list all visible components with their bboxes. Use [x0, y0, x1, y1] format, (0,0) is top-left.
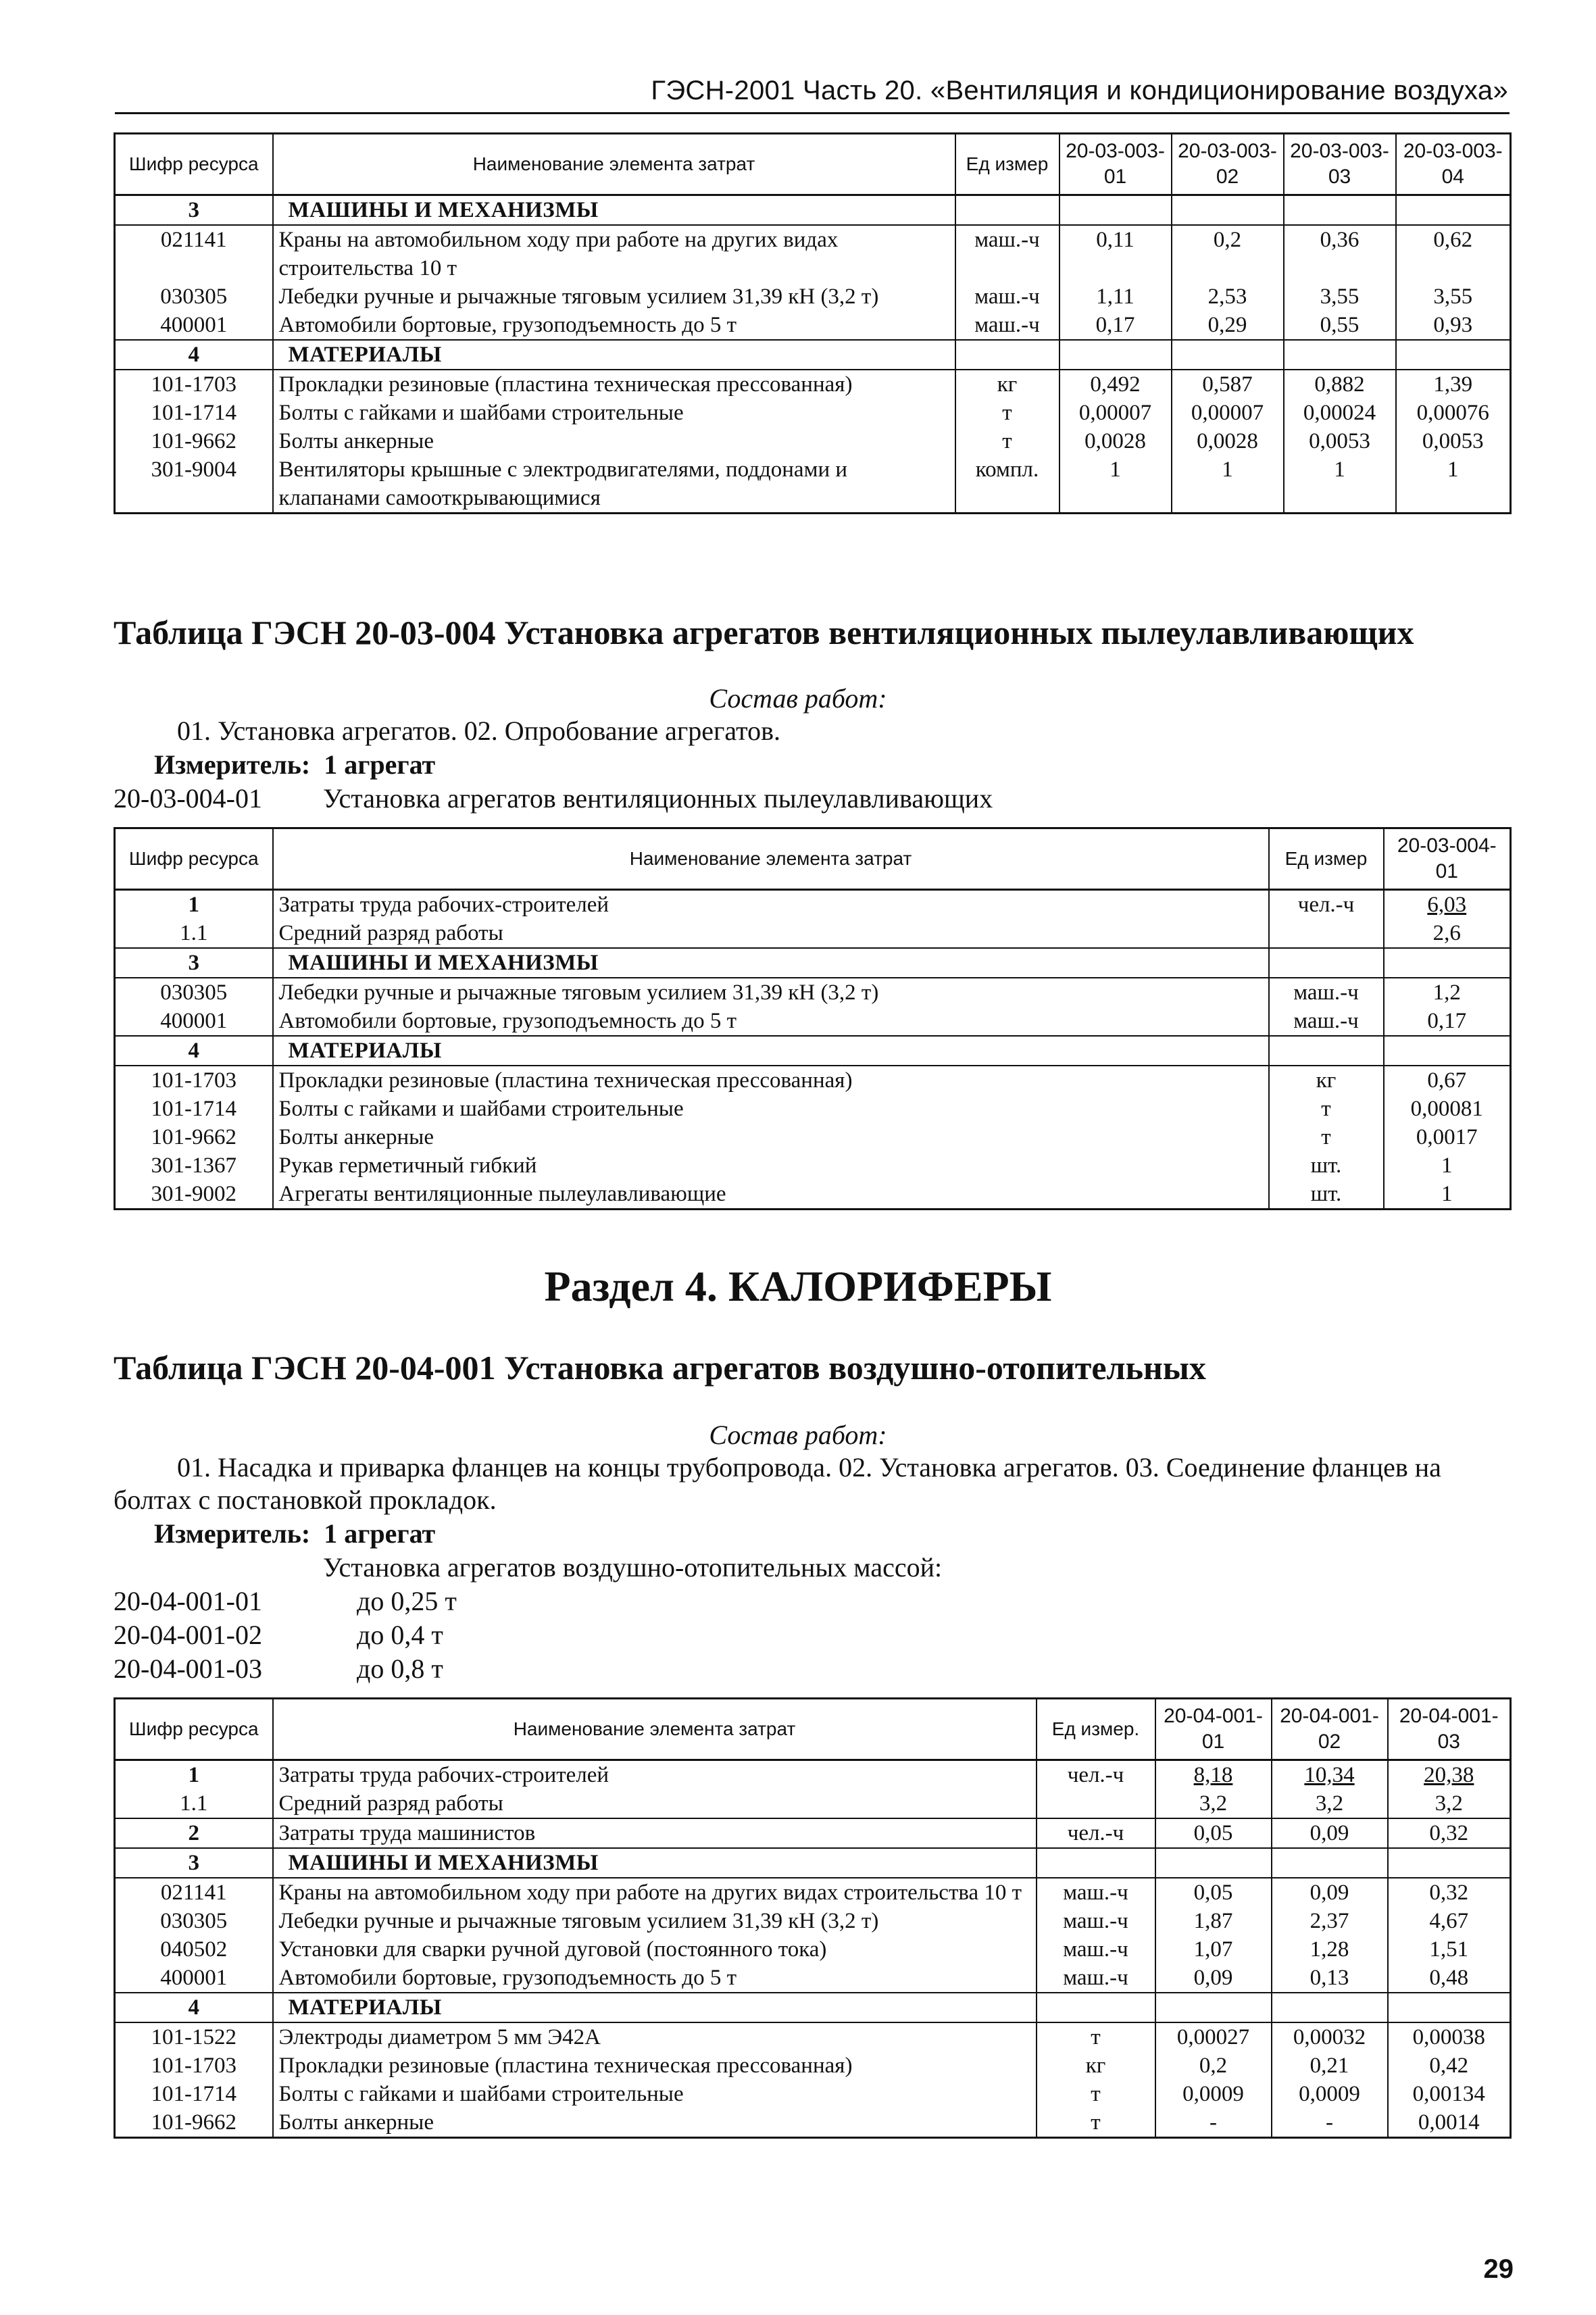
meter-label: Измеритель: — [154, 749, 311, 780]
cost-element-name: Лебедки ручные и рычажные тяговым усилием 31,39 кН (3,2 т) — [273, 978, 1269, 1007]
header-unit: Ед измер. — [1037, 1699, 1155, 1760]
rate-code-line — [114, 782, 993, 815]
unit: кг — [955, 370, 1059, 399]
cost-element-name: Установки для сварки ручной дуговой (постоянного тока) — [273, 1935, 1037, 1964]
composition-label: Состав работ: — [709, 683, 887, 714]
table-row — [115, 1066, 1511, 1095]
rate-value: 6,03 — [1384, 890, 1511, 920]
cost-element-name: Агрегаты вентиляционные пылеулавливающие — [273, 1180, 1269, 1210]
rate-value: 0,62 — [1396, 225, 1511, 282]
cost-element-name: Электроды диаметром 5 мм Э42А — [273, 2022, 1037, 2051]
rate-code-description: Установка агрегатов вентиляционных пылеулавливающих — [323, 783, 993, 814]
header-rate-code: 20-04-001-01 — [1155, 1699, 1272, 1760]
rate-value: 4,67 — [1388, 1907, 1511, 1935]
rate-value: 0,05 — [1155, 1818, 1272, 1848]
unit: маш.-ч — [1269, 1007, 1384, 1036]
rate-value: 0,0053 — [1396, 427, 1511, 455]
cost-element-name: Лебедки ручные и рычажные тяговым усилием 31,39 кН (3,2 т) — [273, 282, 955, 311]
resource-code: 301-9004 — [115, 455, 273, 514]
cost-element-name: Болты с гайками и шайбами строительные — [273, 1095, 1269, 1123]
resource-code: 4 — [115, 1993, 273, 2022]
table-row — [115, 1180, 1511, 1210]
unit — [1037, 1848, 1155, 1878]
unit: т — [1269, 1095, 1384, 1123]
resource-code: 400001 — [115, 1007, 273, 1036]
table-row — [115, 1007, 1511, 1036]
header-cost-element: Наименование элемента затрат — [273, 828, 1269, 890]
rate-value: 0,2 — [1172, 225, 1284, 282]
unit: кг — [1269, 1066, 1384, 1095]
rate-value: 0,09 — [1272, 1818, 1388, 1848]
rate-value — [1384, 1036, 1511, 1066]
table-row — [115, 890, 1511, 920]
table-row — [115, 1123, 1511, 1151]
cost-element-name: Болты анкерные — [273, 1123, 1269, 1151]
rate-value: 0,13 — [1272, 1964, 1388, 1993]
rate-value: 0,05 — [1155, 1878, 1272, 1907]
rate-value: - — [1272, 2108, 1388, 2138]
rate-value: 20,38 — [1388, 1760, 1511, 1790]
rate-value: 1 — [1284, 455, 1396, 514]
rate-value: 0,09 — [1272, 1878, 1388, 1907]
meter-label: Измеритель: — [154, 1518, 311, 1549]
cost-element-name: Болты с гайками и шайбами строительные — [273, 2080, 1037, 2108]
rate-value: 0,93 — [1396, 311, 1511, 340]
rate-value: 1,87 — [1155, 1907, 1272, 1935]
rate-value: 0,0028 — [1172, 427, 1284, 455]
unit — [1037, 1789, 1155, 1818]
rate-code: 20-04-001-01 — [114, 1586, 262, 1616]
cost-element-name: Затраты труда рабочих-строителей — [273, 890, 1269, 920]
header-rate-code: 20-03-003-04 — [1396, 134, 1511, 195]
resource-code: 101-1703 — [115, 370, 273, 399]
rate-value: 0,00027 — [1155, 2022, 1272, 2051]
resource-code: 021141 — [115, 1878, 273, 1907]
resource-code: 030305 — [115, 1907, 273, 1935]
resource-code: 101-9662 — [115, 427, 273, 455]
rate-value: 1,07 — [1155, 1935, 1272, 1964]
rate-value — [1388, 1848, 1511, 1878]
header-resource-code: Шифр ресурса — [115, 134, 273, 195]
rate-value — [1284, 340, 1396, 370]
rate-value: 0,36 — [1284, 225, 1396, 282]
rate-value: 3,2 — [1155, 1789, 1272, 1818]
rate-code-description: до 0,4 т — [357, 1620, 443, 1650]
header-cost-element: Наименование элемента затрат — [273, 134, 955, 195]
unit: маш.-ч — [1269, 978, 1384, 1007]
meter-value: 1 агрегат — [324, 1518, 436, 1549]
rate-value: 2,37 — [1272, 1907, 1388, 1935]
resource-code: 1.1 — [115, 919, 273, 948]
rate-code-line — [114, 1585, 457, 1618]
header-unit: Ед измер — [1269, 828, 1384, 890]
rate-value: 0,00007 — [1059, 399, 1172, 427]
unit: шт. — [1269, 1151, 1384, 1180]
rate-value: - — [1155, 2108, 1272, 2138]
table-row — [115, 2080, 1511, 2108]
rate-value: 3,55 — [1284, 282, 1396, 311]
rate-value: 0,21 — [1272, 2051, 1388, 2080]
rate-code: 20-04-001-03 — [114, 1653, 262, 1684]
resource-code: 1.1 — [115, 1789, 273, 1818]
header-resource-code: Шифр ресурса — [115, 828, 273, 890]
unit: кг — [1037, 2051, 1155, 2080]
rate-value: 1,39 — [1396, 370, 1511, 399]
header-rate-code: 20-03-003-01 — [1059, 134, 1172, 195]
rate-value: 0,32 — [1388, 1818, 1511, 1848]
unit: маш.-ч — [1037, 1878, 1155, 1907]
resource-code: 400001 — [115, 311, 273, 340]
running-header: ГЭСН-2001 Часть 20. «Вентиляция и кондиционирование воздуха» — [651, 76, 1508, 105]
resource-code: 101-1714 — [115, 1095, 273, 1123]
cost-element-name: Болты анкерные — [273, 427, 955, 455]
cost-element-name: МАТЕРИАЛЫ — [273, 340, 955, 370]
cost-element-name: Средний разряд работы — [273, 1789, 1037, 1818]
rate-value: 0,00032 — [1272, 2022, 1388, 2051]
header-rate-code: 20-04-001-02 — [1272, 1699, 1388, 1760]
rate-value: 8,18 — [1155, 1760, 1272, 1790]
rate-value: 0,00081 — [1384, 1095, 1511, 1123]
meter-line — [154, 749, 435, 781]
rate-value: 0,09 — [1155, 1964, 1272, 1993]
cost-element-name: МАШИНЫ И МЕХАНИЗМЫ — [273, 1848, 1037, 1878]
table-row — [115, 225, 1511, 282]
rate-value — [1155, 1848, 1272, 1878]
resource-code: 3 — [115, 948, 273, 978]
unit: т — [1269, 1123, 1384, 1151]
unit: чел.-ч — [1037, 1760, 1155, 1790]
cost-element-name: МАШИНЫ И МЕХАНИЗМЫ — [273, 948, 1269, 978]
unit: маш.-ч — [955, 282, 1059, 311]
table-row — [115, 427, 1511, 455]
rate-value: 1,28 — [1272, 1935, 1388, 1964]
unit: т — [1037, 2080, 1155, 2108]
unit: маш.-ч — [955, 311, 1059, 340]
cost-element-name: Средний разряд работы — [273, 919, 1269, 948]
resource-code: 2 — [115, 1818, 273, 1848]
table-row — [115, 1151, 1511, 1180]
table-row — [115, 1095, 1511, 1123]
header-rate-code: 20-03-003-03 — [1284, 134, 1396, 195]
rate-value: 3,55 — [1396, 282, 1511, 311]
header-resource-code: Шифр ресурса — [115, 1699, 273, 1760]
unit: чел.-ч — [1269, 890, 1384, 920]
table-row — [115, 948, 1511, 978]
unit: компл. — [955, 455, 1059, 514]
table-row — [115, 311, 1511, 340]
header-cost-element: Наименование элемента затрат — [273, 1699, 1037, 1760]
table-row — [115, 978, 1511, 1007]
unit — [955, 340, 1059, 370]
unit: маш.-ч — [1037, 1964, 1155, 1993]
rate-value: 0,17 — [1059, 311, 1172, 340]
table-20-04-001-block — [114, 1697, 1510, 2139]
rate-value: 1,2 — [1384, 978, 1511, 1007]
table-row — [115, 370, 1511, 399]
composition-text: 01. Насадка и приварка фланцев на концы трубопровода. 02. Установка агрегатов. 03. Соединение фланцев на болтах с постановкой прокладок. — [114, 1452, 1441, 1515]
rate-value — [1396, 340, 1511, 370]
rate-value: 0,42 — [1388, 2051, 1511, 2080]
rate-value: 0,492 — [1059, 370, 1172, 399]
unit: маш.-ч — [1037, 1907, 1155, 1935]
rate-value: 0,29 — [1172, 311, 1284, 340]
table-row — [115, 919, 1511, 948]
table-row — [115, 1993, 1511, 2022]
rate-value — [1059, 340, 1172, 370]
resource-code: 101-9662 — [115, 1123, 273, 1151]
rate-value: 3,2 — [1272, 1789, 1388, 1818]
rate-value: 0,0009 — [1155, 2080, 1272, 2108]
rate-value: 1,11 — [1059, 282, 1172, 311]
unit — [1037, 1993, 1155, 2022]
resource-code: 400001 — [115, 1964, 273, 1993]
resource-table-20-03-003 — [114, 132, 1512, 514]
unit — [1269, 948, 1384, 978]
rate-value: 0,0014 — [1388, 2108, 1511, 2138]
rate-value: 0,882 — [1284, 370, 1396, 399]
table-row — [115, 1964, 1511, 1993]
table-heading-20-04-001: Таблица ГЭСН 20-04-001 Установка агрегатов воздушно-отопительных — [114, 1349, 1206, 1387]
header-rate-code: 20-03-003-02 — [1172, 134, 1284, 195]
cost-element-name: Автомобили бортовые, грузоподъемность до 5 т — [273, 311, 955, 340]
rate-code-line — [114, 1619, 443, 1651]
resource-code: 101-1703 — [115, 2051, 273, 2080]
unit: т — [1037, 2022, 1155, 2051]
rate-value — [1284, 195, 1396, 226]
rate-code-description: до 0,25 т — [357, 1586, 457, 1616]
rate-value: 1 — [1384, 1151, 1511, 1180]
table-row — [115, 2108, 1511, 2138]
rate-value: 1 — [1384, 1180, 1511, 1210]
section-title: Раздел 4. КАЛОРИФЕРЫ — [544, 1262, 1052, 1310]
meter-line — [154, 1518, 435, 1550]
cost-element-name: Краны на автомобильном ходу при работе на других видах строительства 10 т — [273, 225, 955, 282]
cost-element-name: Лебедки ручные и рычажные тяговым усилием 31,39 кН (3,2 т) — [273, 1907, 1037, 1935]
rate-value: 1 — [1172, 455, 1284, 514]
rate-value: 2,53 — [1172, 282, 1284, 311]
rate-value: 0,587 — [1172, 370, 1284, 399]
cost-element-name: Болты анкерные — [273, 2108, 1037, 2138]
header-rate-code: 20-03-004-01 — [1384, 828, 1511, 890]
rate-value: 0,00076 — [1396, 399, 1511, 427]
page-number: 29 — [1483, 2254, 1514, 2284]
table-row — [115, 2022, 1511, 2051]
cost-element-name: Затраты труда машинистов — [273, 1818, 1037, 1848]
resource-code: 101-1703 — [115, 1066, 273, 1095]
table-row — [115, 1760, 1511, 1790]
rate-code: 20-03-004-01 — [114, 783, 262, 814]
rate-value — [1172, 195, 1284, 226]
rate-value — [1396, 195, 1511, 226]
header-unit: Ед измер — [955, 134, 1059, 195]
cost-element-name: Затраты труда рабочих-строителей — [273, 1760, 1037, 1790]
rate-value: 0,67 — [1384, 1066, 1511, 1095]
unit — [955, 195, 1059, 226]
unit: т — [955, 427, 1059, 455]
rate-code-line — [114, 1653, 443, 1685]
rate-value: 0,32 — [1388, 1878, 1511, 1907]
resource-code: 101-1714 — [115, 2080, 273, 2108]
rate-value — [1172, 340, 1284, 370]
rate-value: 0,11 — [1059, 225, 1172, 282]
unit — [1269, 1036, 1384, 1066]
rate-value — [1272, 1848, 1388, 1878]
table-row — [115, 1818, 1511, 1848]
table-row — [115, 1907, 1511, 1935]
table-20-03-004-block — [114, 827, 1510, 1210]
resource-code: 4 — [115, 340, 273, 370]
rate-value: 0,00007 — [1172, 399, 1284, 427]
cost-element-name: Болты с гайками и шайбами строительные — [273, 399, 955, 427]
rate-value — [1272, 1993, 1388, 2022]
resource-code: 3 — [115, 1848, 273, 1878]
table-row — [115, 455, 1511, 514]
resource-table-20-04-001 — [114, 1697, 1512, 2139]
cost-element-name: Вентиляторы крышные с электродвигателями, поддонами и клапанами самооткрывающимися — [273, 455, 955, 514]
cost-element-name: Прокладки резиновые (пластина техническая прессованная) — [273, 1066, 1269, 1095]
rate-value: 0,00134 — [1388, 2080, 1511, 2108]
resource-code: 021141 — [115, 225, 273, 282]
rate-value: 1 — [1396, 455, 1511, 514]
unit: маш.-ч — [1037, 1935, 1155, 1964]
unit: т — [1037, 2108, 1155, 2138]
rate-value: 1,51 — [1388, 1935, 1511, 1964]
header-rule — [115, 112, 1510, 114]
rate-value — [1059, 195, 1172, 226]
cost-element-name: Автомобили бортовые, грузоподъемность до 5 т — [273, 1964, 1037, 1993]
resource-code: 4 — [115, 1036, 273, 1066]
unit: чел.-ч — [1037, 1818, 1155, 1848]
table-20-03-003-block — [114, 132, 1510, 514]
rate-value: 0,55 — [1284, 311, 1396, 340]
resource-code: 3 — [115, 195, 273, 226]
cost-element-name: МАТЕРИАЛЫ — [273, 1993, 1037, 2022]
rate-code: 20-04-001-02 — [114, 1620, 262, 1650]
table-row — [115, 1935, 1511, 1964]
rate-value: 0,0028 — [1059, 427, 1172, 455]
cost-element-name: Краны на автомобильном ходу при работе на других видах строительства 10 т — [273, 1878, 1037, 1907]
rate-value: 0,17 — [1384, 1007, 1511, 1036]
rate-value — [1388, 1993, 1511, 2022]
cost-element-name: Прокладки резиновые (пластина техническая прессованная) — [273, 2051, 1037, 2080]
resource-code: 301-9002 — [115, 1180, 273, 1210]
header-rate-code: 20-04-001-03 — [1388, 1699, 1511, 1760]
rate-value: 3,2 — [1388, 1789, 1511, 1818]
resource-code: 1 — [115, 890, 273, 920]
unit: т — [955, 399, 1059, 427]
cost-element-name: МАШИНЫ И МЕХАНИЗМЫ — [273, 195, 955, 226]
rate-value: 0,00038 — [1388, 2022, 1511, 2051]
rate-value: 0,48 — [1388, 1964, 1511, 1993]
resource-code: 1 — [115, 1760, 273, 1790]
meter-value: 1 агрегат — [324, 749, 436, 780]
unit — [1269, 919, 1384, 948]
table-row — [115, 1036, 1511, 1066]
rate-value — [1155, 1993, 1272, 2022]
table-row — [115, 2051, 1511, 2080]
composition-label: Состав работ: — [709, 1420, 887, 1450]
cost-element-name: Прокладки резиновые (пластина техническая прессованная) — [273, 370, 955, 399]
resource-code: 030305 — [115, 282, 273, 311]
unit: маш.-ч — [955, 225, 1059, 282]
table-row — [115, 1878, 1511, 1907]
rate-code-description: до 0,8 т — [357, 1653, 443, 1684]
cost-element-name: МАТЕРИАЛЫ — [273, 1036, 1269, 1066]
table-row — [115, 282, 1511, 311]
resource-code: 030305 — [115, 978, 273, 1007]
cost-element-name: Рукав герметичный гибкий — [273, 1151, 1269, 1180]
rate-value: 0,0053 — [1284, 427, 1396, 455]
resource-code: 040502 — [115, 1935, 273, 1964]
composition-text: 01. Установка агрегатов. 02. Опробование агрегатов. — [177, 716, 780, 746]
resource-code: 301-1367 — [115, 1151, 273, 1180]
table-row — [115, 340, 1511, 370]
table-row — [115, 399, 1511, 427]
rate-value: 0,0009 — [1272, 2080, 1388, 2108]
resource-table-20-03-004 — [114, 827, 1512, 1210]
resource-code: 101-9662 — [115, 2108, 273, 2138]
rate-value: 2,6 — [1384, 919, 1511, 948]
table-row — [115, 1789, 1511, 1818]
table-row — [115, 195, 1511, 226]
rate-value: 0,2 — [1155, 2051, 1272, 2080]
rate-value: 1 — [1059, 455, 1172, 514]
unit: шт. — [1269, 1180, 1384, 1210]
rate-value — [1384, 948, 1511, 978]
rate-intro: Установка агрегатов воздушно-отопительных массой: — [323, 1552, 943, 1583]
cost-element-name: Автомобили бортовые, грузоподъемность до 5 т — [273, 1007, 1269, 1036]
resource-code: 101-1522 — [115, 2022, 273, 2051]
table-heading-20-03-004: Таблица ГЭСН 20-03-004 Установка агрегатов вентиляционных пылеулавливающих — [114, 614, 1414, 651]
rate-value: 0,00024 — [1284, 399, 1396, 427]
table-row — [115, 1848, 1511, 1878]
rate-value: 0,0017 — [1384, 1123, 1511, 1151]
rate-value: 10,34 — [1272, 1760, 1388, 1790]
resource-code: 101-1714 — [115, 399, 273, 427]
